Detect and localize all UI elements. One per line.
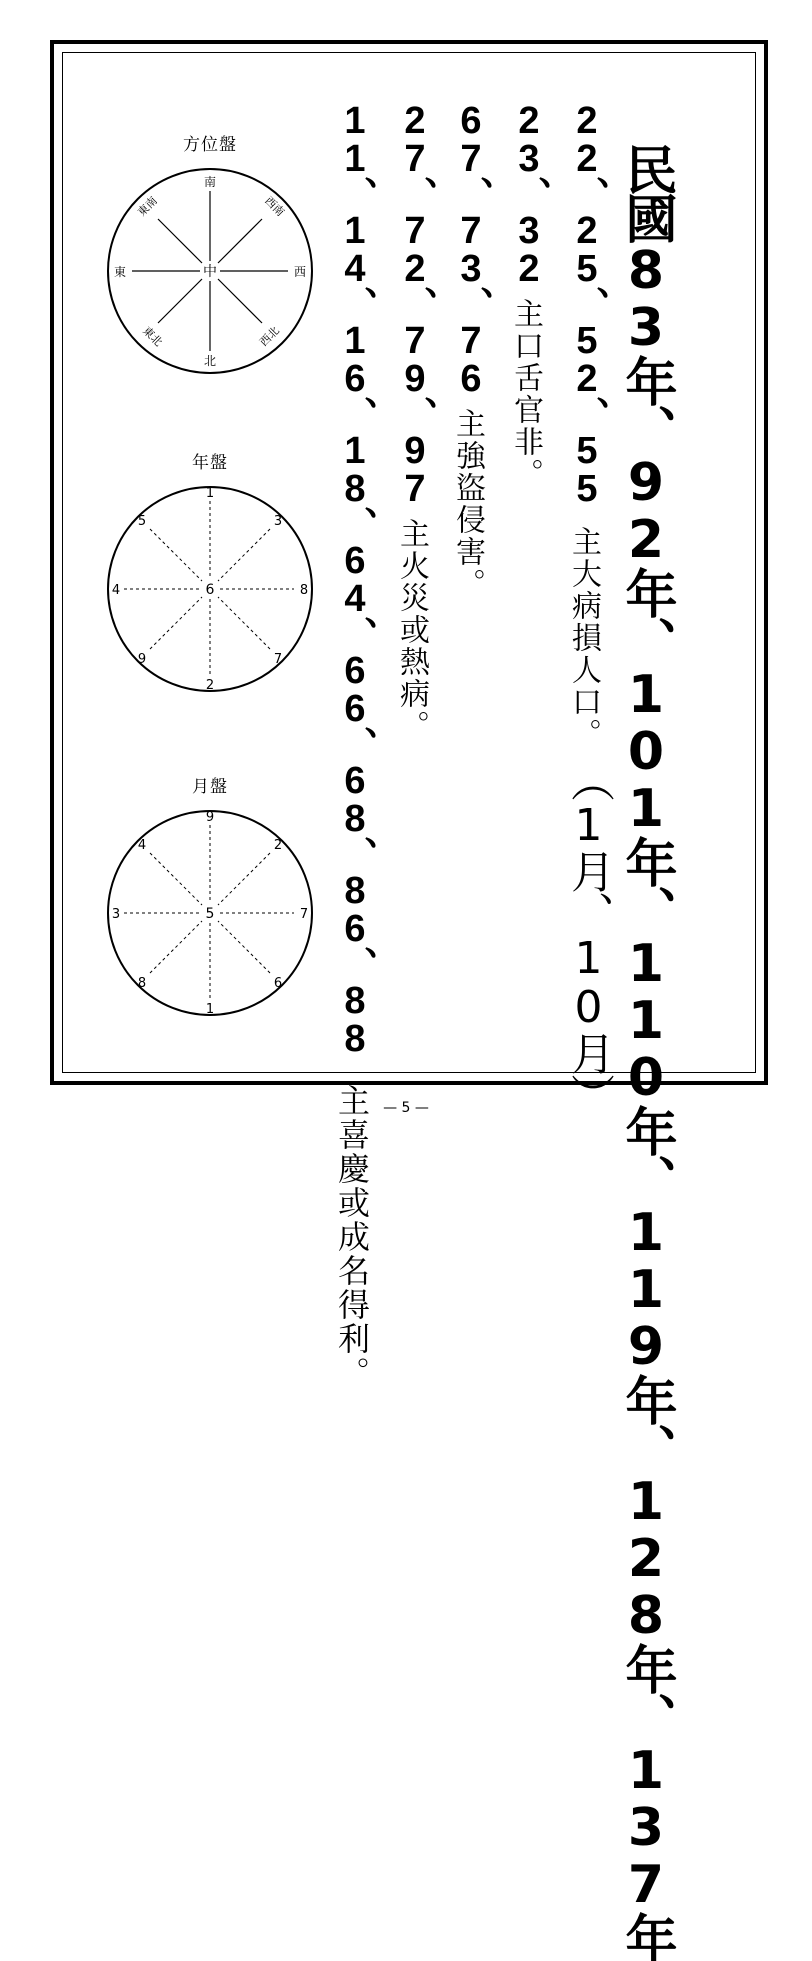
prediction-numbers: 67、73、76 <box>450 100 492 396</box>
spoke-top-right <box>218 529 270 581</box>
prediction-description: 主喜慶或成名得利。 <box>333 1084 371 1390</box>
prediction-numbers: 23、32 <box>508 100 550 286</box>
year-left: 4 <box>111 583 121 598</box>
prediction-group-1 <box>568 100 606 750</box>
prediction-description: 主大病損人口。 <box>566 526 601 750</box>
prediction-numbers: 22、25、52、55 <box>566 100 608 506</box>
spoke-top-left <box>150 529 202 581</box>
year-center: 6 <box>205 582 215 598</box>
spoke-bottom-left <box>150 921 202 973</box>
month-bottom: 1 <box>205 1002 215 1017</box>
direction-west: 西 <box>293 265 307 279</box>
direction-south: 南 <box>203 175 217 189</box>
month-bottom-right: 6 <box>273 976 283 991</box>
direction-north: 北 <box>203 354 217 368</box>
prediction-description: 主口舌官非。 <box>508 298 543 490</box>
year-bottom-right: 7 <box>273 652 283 667</box>
prediction-group-4 <box>396 100 434 742</box>
page-number: — 5 — <box>383 1100 429 1116</box>
month-bottom-left: 8 <box>137 976 147 991</box>
direction-southeast: 東南 <box>135 194 160 219</box>
year-top-right: 3 <box>273 514 283 529</box>
spoke-top-left <box>150 853 202 905</box>
direction-east: 東 <box>113 265 127 279</box>
direction-diagram-chart <box>100 161 320 381</box>
month-right: 7 <box>299 907 309 922</box>
year-bottom-left: 9 <box>137 652 147 667</box>
prediction-numbers: 27、72、79、97 <box>394 100 436 506</box>
prediction-description: 主火災或熱病。 <box>394 518 429 742</box>
month-top-right: 2 <box>273 838 283 853</box>
spoke-top-right <box>218 853 270 905</box>
page-title: 民國83年、92年、101年、110年、119年、128年、137年 <box>616 143 676 1961</box>
month-diagram <box>100 772 320 1023</box>
prediction-description: 主強盜侵害。 <box>450 408 485 600</box>
year-top-left: 5 <box>137 514 147 529</box>
month-left: 3 <box>111 907 121 922</box>
direction-northeast: 東北 <box>140 324 165 349</box>
title-month-note: （1月、10月） <box>563 758 614 1115</box>
prediction-numbers: 11、14、16、18、64、66、68、86、88 <box>334 100 376 1056</box>
month-center: 5 <box>205 906 215 922</box>
month-diagram-chart <box>100 803 320 1023</box>
direction-diagram <box>100 130 320 381</box>
direction-center: 中 <box>203 264 217 280</box>
year-diagram <box>100 448 320 699</box>
year-bottom: 2 <box>205 678 215 693</box>
spoke-southwest <box>218 219 262 263</box>
direction-diagram-label: 方位盤 <box>183 135 237 155</box>
spoke-bottom-right <box>218 921 270 973</box>
year-diagram-chart <box>100 479 320 699</box>
year-right: 8 <box>299 583 309 598</box>
direction-northwest: 西北 <box>257 324 282 349</box>
month-diagram-label: 月盤 <box>192 777 228 797</box>
prediction-group-2 <box>510 100 548 490</box>
spoke-northeast <box>158 279 202 323</box>
spoke-bottom-left <box>150 597 202 649</box>
month-top-left: 4 <box>137 838 147 853</box>
prediction-group-5 <box>333 100 376 1390</box>
year-top: 1 <box>205 486 215 501</box>
direction-southwest: 西南 <box>262 194 287 219</box>
prediction-group-3 <box>452 100 490 600</box>
year-diagram-label: 年盤 <box>192 453 228 473</box>
spoke-northwest <box>218 279 262 323</box>
month-top: 9 <box>205 810 215 825</box>
spoke-southeast <box>158 219 202 263</box>
spoke-bottom-right <box>218 597 270 649</box>
